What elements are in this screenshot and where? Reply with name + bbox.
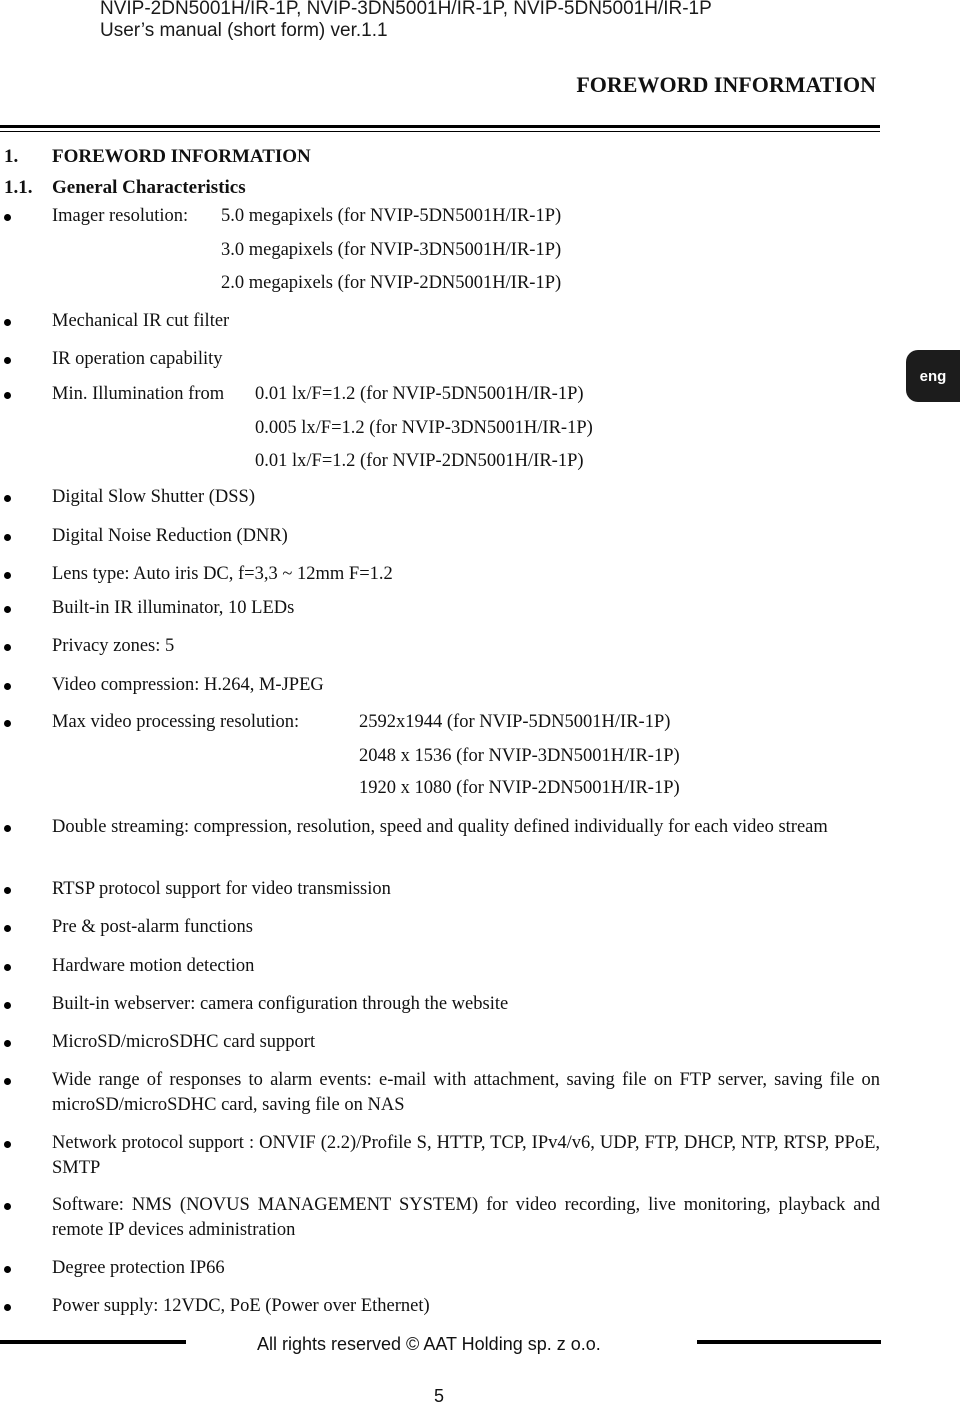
bullet-icon (4, 214, 11, 221)
imager-value-3mp: 3.0 megapixels (for NVIP-3DN5001H/IR-1P) (221, 240, 562, 260)
language-tab[interactable] (906, 350, 960, 402)
network-protocols: Network protocol support : ONVIF (2.2)/Profile S, HTTP, TCP, IPv4/v6, UDP, FTP, DHCP, NTP, RTSP, PPoE, SMTP (52, 1133, 880, 1178)
ir-operation: IR operation capability (52, 349, 223, 369)
bullet-icon (4, 392, 11, 399)
webserver: Built-in webserver: camera configuration through the website (52, 994, 509, 1014)
imager-value-2mp: 2.0 megapixels (for NVIP-2DN5001H/IR-1P) (221, 273, 562, 293)
bullet-icon (4, 644, 11, 651)
bullet-icon (4, 1203, 11, 1210)
alarm-functions: Pre & post-alarm functions (52, 917, 253, 937)
lens-type: Lens type: Auto iris DC, f=3,3 ~ 12mm F=1.2 (52, 564, 393, 584)
header-rule-thick (0, 125, 880, 128)
chapter-title: FOREWORD INFORMATION (52, 146, 311, 167)
header-manual-version: User’s manual (short form) ver.1.1 (100, 20, 388, 41)
bullet-icon (4, 887, 11, 894)
dnr-feature: Digital Noise Reduction (DNR) (52, 526, 288, 546)
bullet-icon (4, 572, 11, 579)
imager-label: Imager resolution: (52, 206, 189, 226)
rtsp-support: RTSP protocol support for video transmission (52, 879, 391, 899)
bullet-icon (4, 825, 11, 832)
header-models: NVIP-2DN5001H/IR-1P, NVIP-3DN5001H/IR-1P, NVIP-5DN5001H/IR-1P (100, 0, 712, 19)
motion-detection: Hardware motion detection (52, 956, 255, 976)
bullet-icon (4, 1304, 11, 1311)
privacy-zones: Privacy zones: 5 (52, 636, 175, 656)
dss-feature: Digital Slow Shutter (DSS) (52, 487, 255, 507)
footer-copyright: All rights reserved © AAT Holding sp. z o.o. (257, 1334, 601, 1354)
illumination-value-3: 0.005 lx/F=1.2 (for NVIP-3DN5001H/IR-1P) (255, 418, 593, 438)
microsd-support: MicroSD/microSDHC card support (52, 1032, 316, 1052)
ir-illuminator: Built-in IR illuminator, 10 LEDs (52, 598, 295, 618)
bullet-icon (4, 720, 11, 727)
max-resolution-2: 1920 x 1080 (for NVIP-2DN5001H/IR-1P) (359, 778, 680, 798)
double-streaming: Double streaming: compression, resolution, speed and quality defined individually for each video stream (52, 817, 828, 837)
bullet-icon (4, 683, 11, 690)
illumination-value-2: 0.01 lx/F=1.2 (for NVIP-2DN5001H/IR-1P) (255, 451, 584, 471)
alarm-responses: Wide range of responses to alarm events: e-mail with attachment, saving file on FTP server, saving file on microSD/microSDHC card, saving file on NAS (52, 1070, 880, 1115)
software: Software: NMS (NOVUS MANAGEMENT SYSTEM) for video recording, live monitoring, playback and remote IP devices administration (52, 1195, 880, 1240)
chapter-number: 1. (4, 146, 19, 167)
footer-rule-left (0, 1340, 186, 1344)
bullet-icon (4, 495, 11, 502)
max-resolution-5: 2592x1944 (for NVIP-5DN5001H/IR-1P) (359, 712, 671, 732)
video-compression: Video compression: H.264, M-JPEG (52, 675, 324, 695)
bullet-icon (4, 606, 11, 613)
imager-value-5mp: 5.0 megapixels (for NVIP-5DN5001H/IR-1P) (221, 206, 562, 226)
subchapter-title: General Characteristics (52, 177, 246, 198)
bullet-icon (4, 925, 11, 932)
max-resolution-label: Max video processing resolution: (52, 712, 300, 732)
footer-rule-right (697, 1340, 881, 1344)
ir-cut-filter: Mechanical IR cut filter (52, 311, 230, 331)
subchapter-number: 1.1. (4, 177, 33, 198)
language-tab-label: eng (919, 367, 947, 385)
bullet-icon (4, 1141, 11, 1148)
bullet-icon (4, 534, 11, 541)
bullet-icon (4, 1040, 11, 1047)
header-rule-thin (0, 131, 880, 132)
bullet-icon (4, 1002, 11, 1009)
page-number: 5 (434, 1386, 445, 1406)
power-supply: Power supply: 12VDC, PoE (Power over Ethernet) (52, 1296, 430, 1316)
bullet-icon (4, 319, 11, 326)
illumination-label: Min. Illumination from (52, 384, 225, 404)
illumination-value-5: 0.01 lx/F=1.2 (for NVIP-5DN5001H/IR-1P) (255, 384, 584, 404)
section-title: FOREWORD INFORMATION (576, 72, 876, 97)
max-resolution-3: 2048 x 1536 (for NVIP-3DN5001H/IR-1P) (359, 746, 680, 766)
bullet-icon (4, 1078, 11, 1085)
bullet-icon (4, 1266, 11, 1273)
degree-protection: Degree protection IP66 (52, 1258, 225, 1278)
bullet-icon (4, 357, 11, 364)
bullet-icon (4, 964, 11, 971)
